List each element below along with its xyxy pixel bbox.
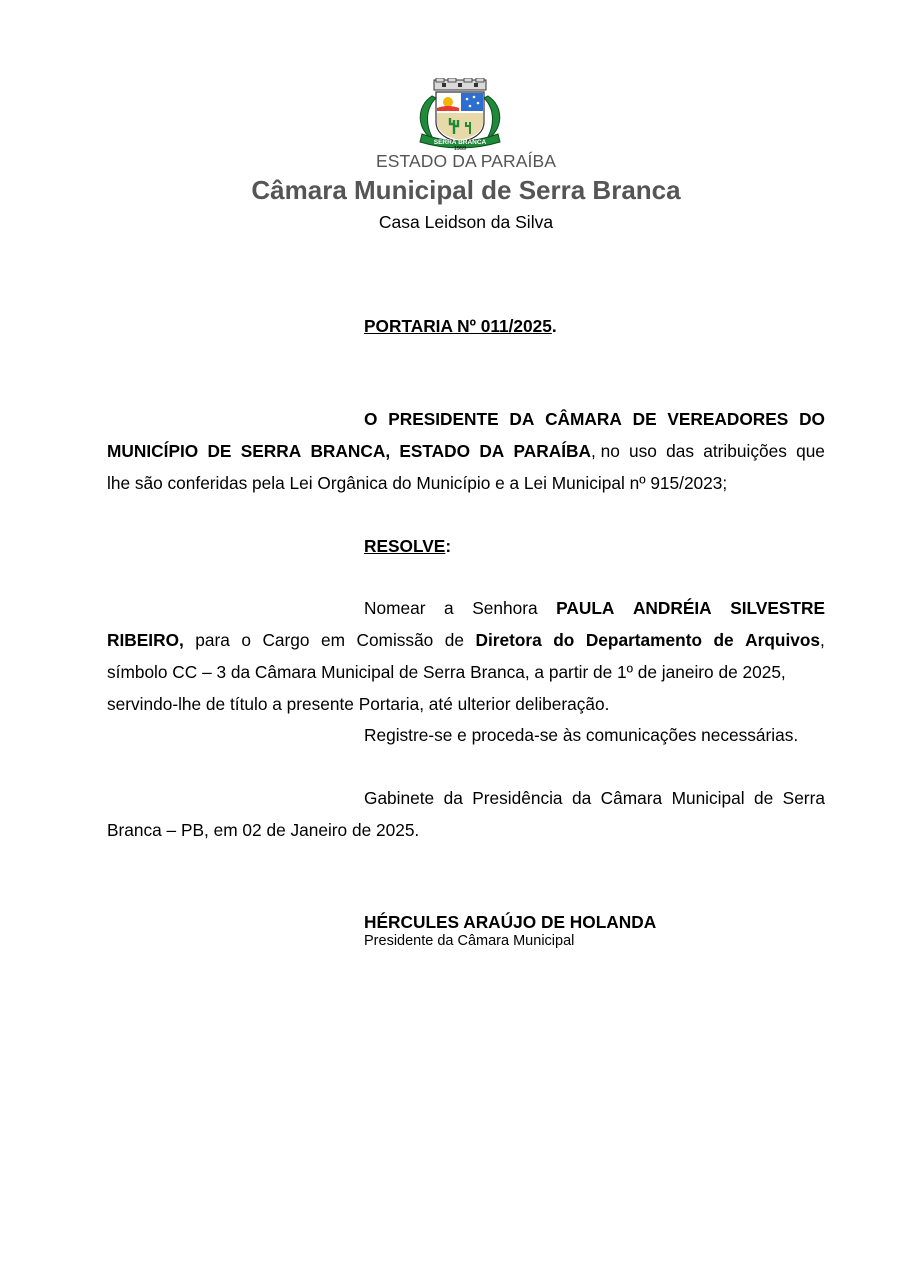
state-heading: ESTADO DA PARAÍBA xyxy=(376,151,556,171)
closing-line-1: Gabinete da Presidência da Câmara Municipal de Serra xyxy=(364,788,825,808)
body-line-1: Nomear a Senhora PAULA ANDRÉIA SILVESTRE xyxy=(364,598,825,618)
preamble-line-3: lhe são conferidas pela Lei Orgânica do Município e a Lei Municipal nº 915/2023; xyxy=(107,473,728,493)
body-line-4: servindo-lhe de título a presente Portaria, até ulterior deliberação. xyxy=(107,694,610,714)
crest-banner-text: SERRA BRANCA xyxy=(433,139,487,146)
body-line-2: RIBEIRO, para o Cargo em Comissão de Diretora do Departamento de Arquivos, xyxy=(107,630,825,650)
body-line-3: símbolo CC – 3 da Câmara Municipal de Serra Branca, a partir de 1º de janeiro de 2025, xyxy=(107,662,786,682)
coat-of-arms-seal xyxy=(412,78,508,150)
preamble-line-2: MUNICÍPIO DE SERRA BRANCA, ESTADO DA PARAÍBA, no uso das atribuições que xyxy=(107,441,825,461)
preamble-line-1: O PRESIDENTE DA CÂMARA DE VEREADORES DO xyxy=(364,409,825,429)
house-subtitle: Casa Leidson da Silva xyxy=(378,212,554,232)
closing-line-2: Branca – PB, em 02 de Janeiro de 2025. xyxy=(107,820,420,840)
crest-year-text: 1959 xyxy=(453,146,467,150)
ordinance-title: PORTARIA Nº 011/2025. xyxy=(364,316,557,336)
resolve-heading: RESOLVE: xyxy=(364,536,452,556)
signatory-name: HÉRCULES ARAÚJO DE HOLANDA xyxy=(364,912,657,932)
chamber-name-heading: Câmara Municipal de Serra Branca xyxy=(251,175,681,205)
body-line-5: Registre-se e proceda-se às comunicações necessárias. xyxy=(364,725,799,745)
ordinance-number: PORTARIA Nº 011/2025 xyxy=(364,316,552,336)
signatory-role: Presidente da Câmara Municipal xyxy=(364,933,575,949)
